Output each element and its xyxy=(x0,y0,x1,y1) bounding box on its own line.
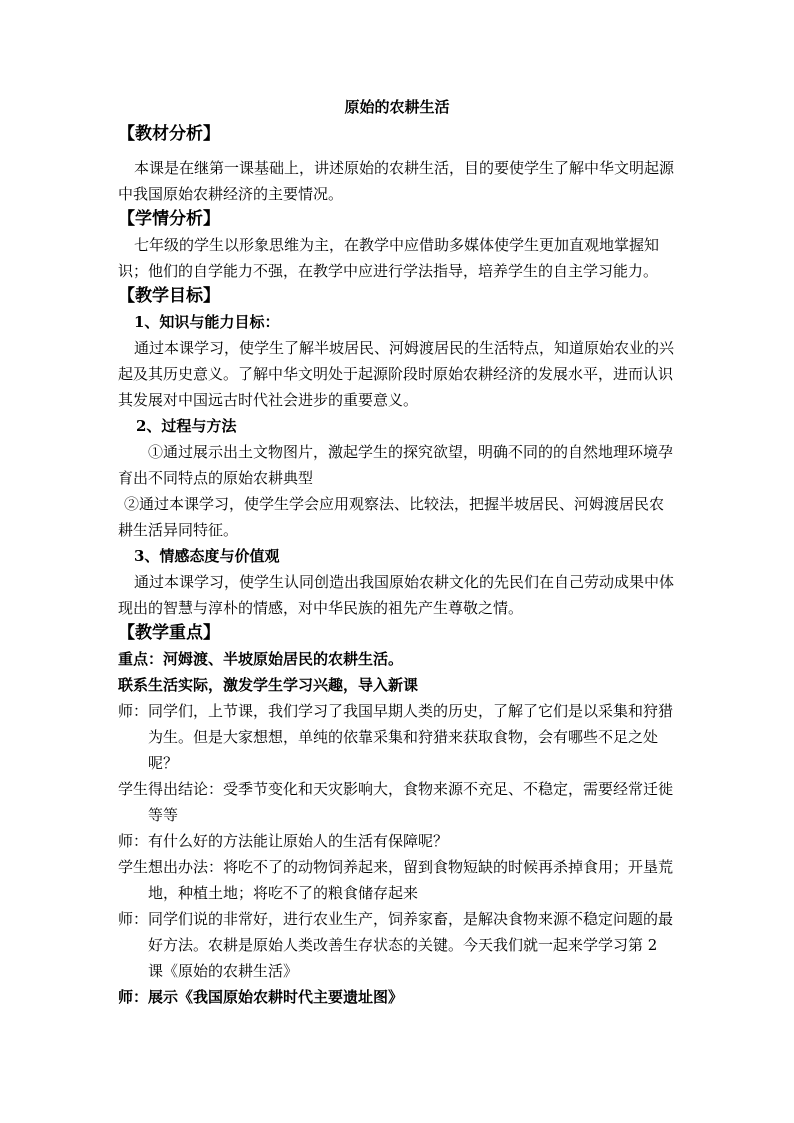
goal2-paragraph-1: ①通过展示出土文物图片，激起学生的探究欲望，明确不同的的自然地理环境孕育出不同特点的原始农耕典型 xyxy=(118,443,674,487)
final-line: 师：展示《我国原始农耕时代主要遗址图》 xyxy=(118,988,404,1006)
intro-line: 联系生活实际，激发学生学习兴趣，导入新课 xyxy=(118,676,419,694)
learning-paragraph: 七年级的学生以形象思维为主，在教学中应借助多媒体使学生更加直观地掌握知识；他们的自学能力不强，在教学中应进行学法指导，培养学生的自主学习能力。 xyxy=(118,236,660,280)
dialog-line: 师：有什么好的方法能让原始人的生活有保障呢？ xyxy=(118,832,449,850)
document-title: 原始的农耕生活 xyxy=(344,98,450,116)
goal2-title: 2、过程与方法 xyxy=(136,417,237,435)
analysis-paragraph: 本课是在继第一课基础上，讲述原始的农耕生活，目的要使学生了解中华文明起源中我国原始农耕经济的主要情况。 xyxy=(118,159,675,203)
spacer xyxy=(118,147,676,155)
analysis-heading: 【教材分析】 xyxy=(118,124,220,144)
dialog-line: 学生得出结论：受季节变化和天灾影响大，食物来源不充足、不稳定，需要经常迁徙等等 xyxy=(118,780,674,824)
goal3-title: 3、情感态度与价值观 xyxy=(134,547,280,565)
focus-heading: 【教学重点】 xyxy=(118,623,220,643)
document-page xyxy=(118,96,676,1010)
goals-heading: 【教学目标】 xyxy=(118,286,220,306)
goal2-paragraph-2: ②通过本课学习，使学生学会应用观察法、比较法，把握半坡居民、河姆渡居民农耕生活异同特征。 xyxy=(118,495,665,539)
goal1-paragraph: 通过本课学习，使学生了解半坡居民、河姆渡居民的生活特点，知道原始农业的兴起及其历史意义。了解中华文明处于起源阶段时原始农耕经济的发展水平，进而认识其发展对中国远古时代社会进步的重要意义。 xyxy=(118,339,675,409)
dialog-line: 师：同学们，上节课，我们学习了我国早期人类的历史，了解了它们是以采集和狩猎为生。但是大家想想，单纯的依靠采集和狩猎来获取食物，会有哪些不足之处呢？ xyxy=(118,702,674,772)
dialog-line: 师：同学们说的非常好，进行农业生产，饲养家畜，是解决食物来源不稳定问题的最好方法。农耕是原始人类改善生存状态的关键。今天我们就一起来学学习第 2 课《原始的农耕生活》 xyxy=(118,910,674,980)
goal1-title: 1、知识与能力目标： xyxy=(134,313,280,331)
dialog-line: 学生想出办法：将吃不了的动物饲养起来，留到食物短缺的时候再杀掉食用；开垦荒地，种植土地；将吃不了的粮食储存起来 xyxy=(118,858,674,902)
goal3-paragraph: 通过本课学习，使学生认同创造出我国原始农耕文化的先民们在自己劳动成果中体现出的智慧与淳朴的情感，对中华民族的祖先产生尊敬之情。 xyxy=(118,573,675,617)
focus-line: 重点：河姆渡、半坡原始居民的农耕生活。 xyxy=(118,650,404,668)
learning-heading: 【学情分析】 xyxy=(118,209,220,229)
